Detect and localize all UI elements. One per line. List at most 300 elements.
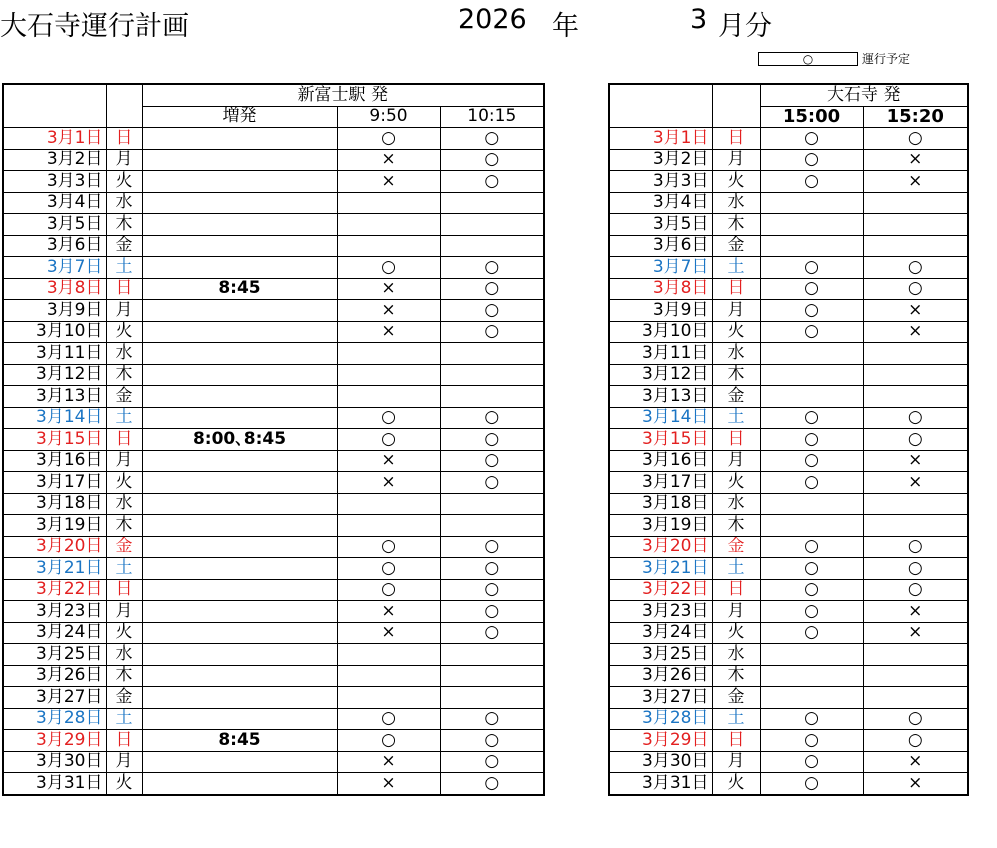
service-mark-cell: ○ — [760, 300, 863, 322]
service-mark-cell: ○ — [440, 773, 544, 795]
weekday-cell: 金 — [106, 386, 142, 408]
table-row — [609, 235, 968, 257]
time-header: 10:15 — [440, 106, 544, 128]
service-mark-cell — [440, 644, 544, 666]
weekday-cell: 水 — [712, 644, 760, 666]
weekday-cell: 火 — [106, 321, 142, 343]
weekday-cell: 木 — [712, 665, 760, 687]
date-cell: 3月18日 — [3, 493, 106, 515]
date-cell: 3月7日 — [609, 257, 712, 279]
weekday-cell: 火 — [712, 171, 760, 193]
legend-box — [758, 52, 858, 66]
service-mark-cell — [440, 214, 544, 236]
table-row — [609, 386, 968, 408]
service-mark-cell: ○ — [337, 407, 440, 429]
table-row — [609, 300, 968, 322]
table-row — [3, 493, 544, 515]
service-mark-cell: ○ — [760, 450, 863, 472]
service-mark-cell — [337, 364, 440, 386]
table-row — [3, 278, 544, 300]
service-mark-cell: ○ — [440, 751, 544, 773]
date-cell: 3月18日 — [609, 493, 712, 515]
date-cell: 3月29日 — [3, 730, 106, 752]
date-cell: 3月23日 — [609, 601, 712, 623]
service-mark-cell: ○ — [760, 751, 863, 773]
weekday-cell: 火 — [106, 171, 142, 193]
weekday-cell: 火 — [712, 773, 760, 795]
weekday-cell: 月 — [712, 300, 760, 322]
extra-departure-cell — [142, 343, 337, 365]
service-mark-cell — [760, 343, 863, 365]
weekday-cell: 月 — [712, 751, 760, 773]
service-mark-cell — [337, 515, 440, 537]
table-row — [3, 235, 544, 257]
table-row — [3, 773, 544, 795]
weekday-cell: 金 — [712, 386, 760, 408]
date-cell: 3月14日 — [3, 407, 106, 429]
service-mark-cell — [760, 386, 863, 408]
service-mark-cell: × — [863, 149, 968, 171]
service-mark-cell — [863, 386, 968, 408]
weekday-cell: 火 — [106, 773, 142, 795]
table-row — [3, 730, 544, 752]
table-row — [609, 730, 968, 752]
date-cell: 3月10日 — [3, 321, 106, 343]
legend — [758, 51, 910, 66]
table-row — [609, 407, 968, 429]
service-mark-cell: × — [337, 300, 440, 322]
weekday-cell: 土 — [106, 558, 142, 580]
extra-departure-cell — [142, 257, 337, 279]
service-mark-cell: ○ — [440, 278, 544, 300]
weekday-cell: 日 — [106, 278, 142, 300]
weekday-cell: 木 — [712, 364, 760, 386]
table-row — [3, 751, 544, 773]
extra-departure-cell: 8:00､8:45 — [142, 429, 337, 451]
table-row — [3, 579, 544, 601]
weekday-cell: 日 — [712, 128, 760, 150]
weekday-cell: 水 — [106, 343, 142, 365]
weekday-cell: 土 — [712, 407, 760, 429]
service-mark-cell: ○ — [440, 300, 544, 322]
extra-departure-cell — [142, 407, 337, 429]
date-cell: 3月24日 — [609, 622, 712, 644]
date-cell: 3月11日 — [609, 343, 712, 365]
weekday-cell: 金 — [712, 687, 760, 709]
weekday-cell: 金 — [106, 687, 142, 709]
date-cell: 3月20日 — [3, 536, 106, 558]
service-mark-cell — [337, 687, 440, 709]
weekday-cell: 土 — [712, 257, 760, 279]
table-row — [609, 644, 968, 666]
service-mark-cell — [863, 192, 968, 214]
weekday-cell: 水 — [106, 644, 142, 666]
service-mark-cell — [337, 192, 440, 214]
table-row — [609, 364, 968, 386]
table-row — [609, 278, 968, 300]
service-mark-cell: ○ — [440, 429, 544, 451]
table-row — [609, 257, 968, 279]
service-mark-cell: ○ — [337, 536, 440, 558]
service-mark-cell: ○ — [760, 730, 863, 752]
date-cell: 3月15日 — [609, 429, 712, 451]
table-row — [3, 708, 544, 730]
service-mark-cell — [440, 687, 544, 709]
weekday-cell: 水 — [712, 192, 760, 214]
service-mark-cell: ○ — [760, 536, 863, 558]
year-unit: 年 — [552, 11, 579, 42]
date-cell: 3月22日 — [3, 579, 106, 601]
date-cell: 3月30日 — [3, 751, 106, 773]
weekday-cell: 水 — [106, 192, 142, 214]
extra-departure-cell — [142, 364, 337, 386]
service-mark-cell: ○ — [760, 579, 863, 601]
date-cell: 3月27日 — [609, 687, 712, 709]
service-mark-cell: ○ — [440, 622, 544, 644]
date-cell: 3月23日 — [3, 601, 106, 623]
table-row — [609, 751, 968, 773]
date-cell: 3月29日 — [609, 730, 712, 752]
weekday-cell: 木 — [106, 665, 142, 687]
table-row — [3, 536, 544, 558]
service-mark-cell: × — [337, 450, 440, 472]
extra-departure-cell — [142, 708, 337, 730]
table-row — [609, 321, 968, 343]
service-mark-cell: ○ — [440, 536, 544, 558]
extra-departure-cell — [142, 149, 337, 171]
weekday-cell: 土 — [106, 257, 142, 279]
weekday-cell: 日 — [712, 730, 760, 752]
extra-departure-cell — [142, 386, 337, 408]
station-header: 新富士駅 発 — [142, 84, 544, 106]
service-mark-cell — [760, 665, 863, 687]
extra-departure-cell — [142, 622, 337, 644]
date-cell: 3月16日 — [3, 450, 106, 472]
date-cell: 3月27日 — [3, 687, 106, 709]
weekday-cell: 木 — [712, 214, 760, 236]
service-mark-cell: × — [337, 601, 440, 623]
date-header — [609, 84, 712, 128]
date-cell: 3月4日 — [3, 192, 106, 214]
weekday-cell: 火 — [106, 622, 142, 644]
service-mark-cell — [863, 687, 968, 709]
table-row — [609, 450, 968, 472]
service-mark-cell: ○ — [863, 407, 968, 429]
extra-departure-cell — [142, 171, 337, 193]
service-mark-cell — [337, 493, 440, 515]
station-header: 大石寺 発 — [760, 84, 968, 106]
service-mark-cell: ○ — [863, 730, 968, 752]
service-mark-cell: ○ — [760, 472, 863, 494]
service-mark-cell: × — [337, 278, 440, 300]
service-mark-cell: × — [337, 622, 440, 644]
table-row — [3, 407, 544, 429]
extra-departure-cell — [142, 214, 337, 236]
date-cell: 3月28日 — [609, 708, 712, 730]
table-row — [3, 214, 544, 236]
extra-departure-cell — [142, 601, 337, 623]
service-mark-cell: ○ — [440, 730, 544, 752]
date-cell: 3月10日 — [609, 321, 712, 343]
weekday-cell: 金 — [106, 235, 142, 257]
service-mark-cell: × — [863, 472, 968, 494]
service-mark-cell — [337, 214, 440, 236]
service-mark-cell: ○ — [760, 429, 863, 451]
service-mark-cell: ○ — [440, 708, 544, 730]
table-row — [3, 321, 544, 343]
table-row — [609, 429, 968, 451]
date-cell: 3月25日 — [3, 644, 106, 666]
service-mark-cell: ○ — [863, 429, 968, 451]
table-row — [3, 687, 544, 709]
service-mark-cell: ○ — [760, 407, 863, 429]
weekday-cell: 日 — [106, 429, 142, 451]
date-cell: 3月9日 — [609, 300, 712, 322]
weekday-cell: 火 — [106, 472, 142, 494]
service-mark-cell — [440, 192, 544, 214]
service-mark-cell: ○ — [440, 579, 544, 601]
service-mark-cell: ○ — [440, 450, 544, 472]
extra-departures-header: 増発 — [142, 106, 337, 128]
service-mark-cell: × — [863, 321, 968, 343]
service-mark-cell: ○ — [863, 579, 968, 601]
table-row — [3, 149, 544, 171]
table-row — [3, 300, 544, 322]
weekday-cell: 日 — [712, 429, 760, 451]
service-mark-cell: × — [337, 171, 440, 193]
table-row — [609, 343, 968, 365]
service-mark-cell: ○ — [760, 773, 863, 795]
departures-taisekiji-table — [608, 83, 969, 796]
service-mark-cell: ○ — [760, 558, 863, 580]
table-row — [609, 558, 968, 580]
service-mark-cell: ○ — [337, 558, 440, 580]
weekday-cell: 水 — [712, 493, 760, 515]
date-cell: 3月1日 — [3, 128, 106, 150]
legend-symbol: ○ — [802, 51, 814, 66]
service-mark-cell — [863, 364, 968, 386]
date-cell: 3月4日 — [609, 192, 712, 214]
service-mark-cell: ○ — [760, 278, 863, 300]
service-mark-cell: ○ — [760, 601, 863, 623]
service-mark-cell: ○ — [440, 171, 544, 193]
table-row — [609, 493, 968, 515]
extra-departure-cell — [142, 665, 337, 687]
service-mark-cell — [440, 235, 544, 257]
weekday-header — [712, 84, 760, 128]
extra-departure-cell — [142, 579, 337, 601]
table-row — [609, 536, 968, 558]
departures-shin-fuji-table — [2, 83, 545, 796]
extra-departure-cell — [142, 192, 337, 214]
weekday-cell: 火 — [712, 472, 760, 494]
table-row — [609, 708, 968, 730]
date-cell: 3月19日 — [609, 515, 712, 537]
table-row — [609, 687, 968, 709]
extra-departure-cell — [142, 751, 337, 773]
date-cell: 3月6日 — [3, 235, 106, 257]
table-row — [3, 558, 544, 580]
service-mark-cell — [863, 644, 968, 666]
service-mark-cell: × — [863, 751, 968, 773]
service-mark-cell: ○ — [440, 321, 544, 343]
date-cell: 3月7日 — [3, 257, 106, 279]
service-mark-cell: ○ — [440, 601, 544, 623]
service-mark-cell: ○ — [760, 171, 863, 193]
service-mark-cell — [760, 644, 863, 666]
date-cell: 3月14日 — [609, 407, 712, 429]
service-mark-cell — [863, 235, 968, 257]
service-mark-cell: ○ — [337, 257, 440, 279]
service-mark-cell: ○ — [337, 708, 440, 730]
service-mark-cell: ○ — [863, 278, 968, 300]
extra-departure-cell: 8:45 — [142, 278, 337, 300]
service-mark-cell: ○ — [440, 257, 544, 279]
date-cell: 3月16日 — [609, 450, 712, 472]
table-row — [3, 665, 544, 687]
date-cell: 3月2日 — [609, 149, 712, 171]
weekday-cell: 土 — [106, 708, 142, 730]
table-row — [3, 450, 544, 472]
table-row — [609, 601, 968, 623]
table-row — [609, 665, 968, 687]
service-mark-cell: ○ — [337, 579, 440, 601]
service-mark-cell — [337, 644, 440, 666]
date-cell: 3月13日 — [609, 386, 712, 408]
date-cell: 3月25日 — [609, 644, 712, 666]
weekday-cell: 土 — [106, 407, 142, 429]
weekday-cell: 火 — [712, 321, 760, 343]
weekday-cell: 日 — [106, 730, 142, 752]
service-mark-cell — [440, 386, 544, 408]
table-row — [3, 429, 544, 451]
table-row — [3, 128, 544, 150]
weekday-cell: 水 — [106, 493, 142, 515]
service-mark-cell: ○ — [337, 730, 440, 752]
service-mark-cell: × — [337, 149, 440, 171]
table-row — [3, 343, 544, 365]
date-cell: 3月21日 — [609, 558, 712, 580]
extra-departure-cell: 8:45 — [142, 730, 337, 752]
service-mark-cell — [337, 235, 440, 257]
table-row — [3, 386, 544, 408]
service-mark-cell: ○ — [440, 149, 544, 171]
service-mark-cell — [440, 343, 544, 365]
weekday-cell: 日 — [106, 579, 142, 601]
legend-label: 運行予定 — [862, 52, 911, 66]
service-mark-cell: ○ — [440, 472, 544, 494]
extra-departure-cell — [142, 773, 337, 795]
weekday-cell: 月 — [106, 300, 142, 322]
weekday-cell: 日 — [106, 128, 142, 150]
date-cell: 3月21日 — [3, 558, 106, 580]
service-mark-cell — [440, 493, 544, 515]
table-row — [609, 214, 968, 236]
service-mark-cell — [760, 364, 863, 386]
date-cell: 3月31日 — [3, 773, 106, 795]
table-row — [609, 773, 968, 795]
weekday-cell: 月 — [106, 751, 142, 773]
date-cell: 3月12日 — [609, 364, 712, 386]
time-header: 15:20 — [863, 106, 968, 128]
date-cell: 3月17日 — [609, 472, 712, 494]
service-mark-cell — [760, 493, 863, 515]
service-mark-cell — [760, 214, 863, 236]
weekday-cell: 金 — [712, 536, 760, 558]
extra-departure-cell — [142, 515, 337, 537]
date-cell: 3月31日 — [609, 773, 712, 795]
service-mark-cell: ○ — [337, 429, 440, 451]
table-row — [3, 192, 544, 214]
table-row — [3, 257, 544, 279]
table-row — [3, 515, 544, 537]
date-cell: 3月5日 — [3, 214, 106, 236]
extra-departure-cell — [142, 472, 337, 494]
document-title: 大石寺運行計画 — [0, 11, 189, 42]
weekday-cell: 日 — [712, 579, 760, 601]
weekday-cell: 土 — [712, 708, 760, 730]
weekday-cell: 土 — [712, 558, 760, 580]
weekday-cell: 月 — [106, 149, 142, 171]
service-mark-cell — [337, 386, 440, 408]
table-row — [609, 579, 968, 601]
time-header: 9:50 — [337, 106, 440, 128]
extra-departure-cell — [142, 687, 337, 709]
service-mark-cell: × — [863, 171, 968, 193]
table-row — [609, 171, 968, 193]
table-row — [3, 364, 544, 386]
service-mark-cell: ○ — [863, 128, 968, 150]
date-cell: 3月2日 — [3, 149, 106, 171]
table-row — [3, 644, 544, 666]
table-row — [609, 515, 968, 537]
extra-departure-cell — [142, 644, 337, 666]
service-mark-cell — [863, 493, 968, 515]
extra-departure-cell — [142, 321, 337, 343]
date-cell: 3月8日 — [609, 278, 712, 300]
date-cell: 3月1日 — [609, 128, 712, 150]
service-mark-cell: ○ — [863, 536, 968, 558]
service-mark-cell: ○ — [337, 128, 440, 150]
weekday-header — [106, 84, 142, 128]
month-unit: 月分 — [718, 11, 772, 42]
date-cell: 3月15日 — [3, 429, 106, 451]
service-mark-cell — [760, 515, 863, 537]
service-mark-cell: × — [863, 773, 968, 795]
time-header: 15:00 — [760, 106, 863, 128]
table-row — [3, 622, 544, 644]
extra-departure-cell — [142, 493, 337, 515]
service-mark-cell — [440, 665, 544, 687]
weekday-cell: 月 — [106, 450, 142, 472]
date-cell: 3月3日 — [609, 171, 712, 193]
weekday-cell: 金 — [712, 235, 760, 257]
service-mark-cell: × — [337, 751, 440, 773]
service-mark-cell: × — [337, 773, 440, 795]
date-cell: 3月22日 — [609, 579, 712, 601]
service-mark-cell — [760, 192, 863, 214]
service-mark-cell — [863, 343, 968, 365]
month-value: 3 — [690, 4, 708, 35]
extra-departure-cell — [142, 235, 337, 257]
service-mark-cell — [863, 665, 968, 687]
date-cell: 3月11日 — [3, 343, 106, 365]
service-mark-cell: ○ — [863, 558, 968, 580]
extra-departure-cell — [142, 450, 337, 472]
weekday-cell: 金 — [106, 536, 142, 558]
service-mark-cell — [760, 687, 863, 709]
date-cell: 3月5日 — [609, 214, 712, 236]
